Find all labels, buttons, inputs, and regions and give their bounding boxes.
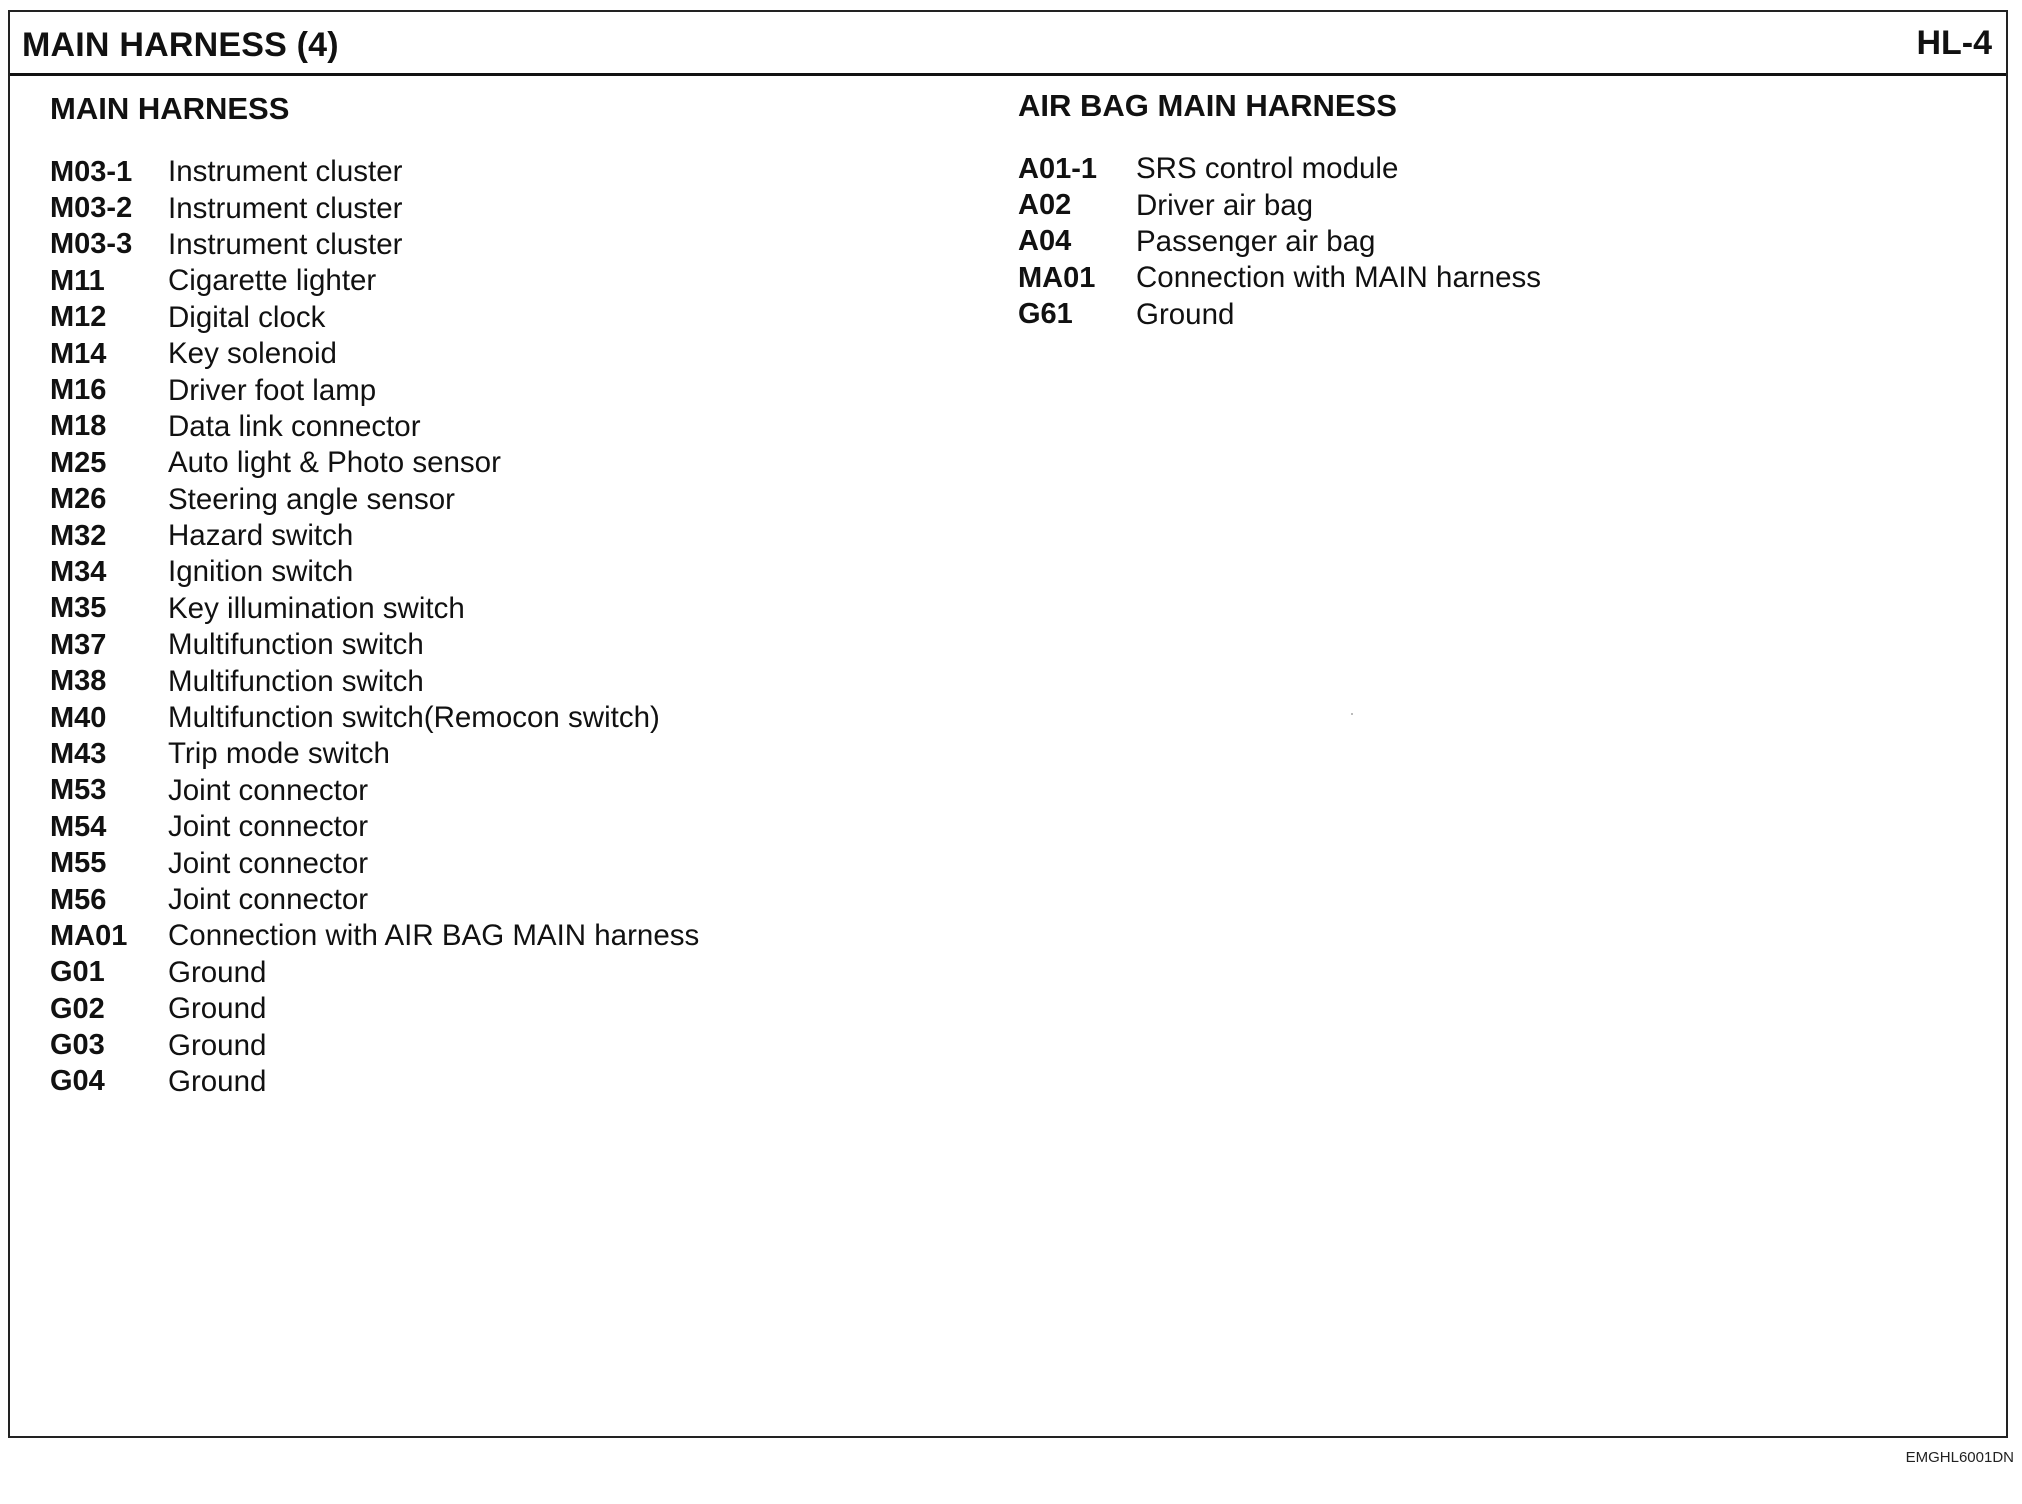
connector-row — [1018, 151, 1541, 187]
connector-description: Multifunction switch — [168, 628, 424, 662]
connector-code: G03 — [50, 1029, 105, 1062]
connector-code: M55 — [50, 847, 107, 880]
air-bag-main-harness-section — [1018, 87, 1541, 333]
connector-row — [50, 736, 699, 772]
connector-description: SRS control module — [1136, 152, 1399, 186]
connector-row — [50, 482, 699, 518]
connector-description: Ground — [168, 955, 267, 989]
page-header — [10, 12, 2006, 76]
connector-code: A04 — [1018, 225, 1072, 258]
connector-description: Ignition switch — [168, 555, 354, 589]
connector-row — [50, 227, 699, 263]
connector-description: Multifunction switch — [168, 664, 424, 698]
connector-code: M14 — [50, 337, 107, 370]
connector-code: M34 — [50, 555, 107, 588]
connector-code: M16 — [50, 374, 107, 407]
connector-description: Key illumination switch — [168, 591, 465, 625]
air-bag-main-harness-heading: AIR BAG MAIN HARNESS — [1018, 88, 1397, 123]
connector-description: Instrument cluster — [168, 155, 403, 189]
connector-description: Driver foot lamp — [168, 373, 377, 407]
connector-code: M54 — [50, 810, 107, 843]
connector-description: Key solenoid — [168, 337, 337, 371]
connector-description: Joint connector — [168, 773, 369, 807]
connector-row — [50, 591, 699, 627]
connector-row — [50, 882, 699, 918]
connector-row — [50, 336, 699, 372]
connector-description: Connection with MAIN harness — [1136, 261, 1541, 295]
document-code: EMGHL6001DN — [1905, 1449, 2014, 1466]
connector-description: Ground — [168, 1064, 267, 1098]
connector-code: M38 — [50, 665, 107, 698]
connector-row — [50, 663, 699, 699]
connector-description: Hazard switch — [168, 519, 354, 553]
connector-row — [50, 263, 699, 299]
connector-code: A02 — [1018, 189, 1072, 222]
connector-code: M18 — [50, 410, 107, 443]
air-bag-main-harness-list — [1018, 151, 1541, 333]
connector-code: M40 — [50, 701, 107, 734]
connector-description: Multifunction switch(Remocon switch) — [168, 701, 660, 735]
connector-description: Passenger air bag — [1136, 224, 1376, 258]
connector-description: Digital clock — [168, 300, 326, 334]
connector-row — [50, 518, 699, 554]
connector-row — [50, 190, 699, 226]
main-harness-section — [50, 90, 699, 1100]
connector-description: Instrument cluster — [168, 191, 403, 225]
scan-speck — [1351, 713, 1353, 715]
connector-row — [1018, 187, 1541, 223]
connector-code: M53 — [50, 774, 107, 807]
connector-code: M03-3 — [50, 228, 133, 261]
connector-code: M12 — [50, 301, 107, 334]
connector-description: Auto light & Photo sensor — [168, 446, 501, 480]
connector-row — [50, 845, 699, 881]
connector-description: Ground — [168, 992, 267, 1026]
connector-description: Instrument cluster — [168, 227, 403, 261]
connector-row — [50, 445, 699, 481]
connector-row — [50, 409, 699, 445]
connector-row — [50, 809, 699, 845]
connector-code: G04 — [50, 1065, 105, 1098]
connector-code: M25 — [50, 446, 107, 479]
connector-code: MA01 — [1018, 261, 1096, 294]
connector-row — [50, 1064, 699, 1100]
main-harness-heading: MAIN HARNESS — [50, 91, 290, 126]
connector-description: Cigarette lighter — [168, 264, 377, 298]
connector-row — [50, 918, 699, 954]
connector-description: Joint connector — [168, 846, 369, 880]
connector-code: G61 — [1018, 298, 1073, 331]
connector-description: Ground — [168, 1028, 267, 1062]
page-title: MAIN HARNESS (4) — [22, 26, 339, 64]
connector-description: Steering angle sensor — [168, 482, 455, 516]
connector-row — [50, 300, 699, 336]
connector-code: G02 — [50, 992, 105, 1025]
connector-row — [1018, 297, 1541, 333]
connector-code: M56 — [50, 883, 107, 916]
connector-code: MA01 — [50, 919, 128, 952]
connector-code: A01-1 — [1018, 152, 1097, 185]
connector-description: Ground — [1136, 297, 1235, 331]
connector-row — [50, 1027, 699, 1063]
connector-description: Driver air bag — [1136, 188, 1314, 222]
connector-row — [50, 991, 699, 1027]
connector-description: Joint connector — [168, 883, 369, 916]
connector-code: M35 — [50, 592, 107, 625]
connector-row — [50, 955, 699, 991]
connector-row — [50, 773, 699, 809]
connector-code: M26 — [50, 483, 107, 516]
connector-code: G01 — [50, 956, 105, 989]
connector-code: M03-2 — [50, 192, 133, 225]
connector-row — [50, 700, 699, 736]
connector-code: M32 — [50, 519, 107, 552]
connector-code: M03-1 — [50, 155, 133, 188]
connector-row — [1018, 224, 1541, 260]
connector-row — [50, 627, 699, 663]
connector-description: Data link connector — [168, 409, 421, 443]
connector-row — [1018, 260, 1541, 296]
page-number: HL-4 — [1916, 24, 1992, 62]
connector-description: Joint connector — [168, 810, 369, 844]
connector-description: Connection with AIR BAG MAIN harness — [168, 919, 700, 953]
connector-row — [50, 554, 699, 590]
connector-code: M37 — [50, 628, 107, 661]
connector-code: M43 — [50, 737, 107, 770]
connector-row — [50, 154, 699, 190]
connector-code: M11 — [50, 264, 105, 297]
connector-description: Trip mode switch — [168, 737, 390, 771]
connector-row — [50, 372, 699, 408]
main-harness-list — [50, 154, 699, 1100]
